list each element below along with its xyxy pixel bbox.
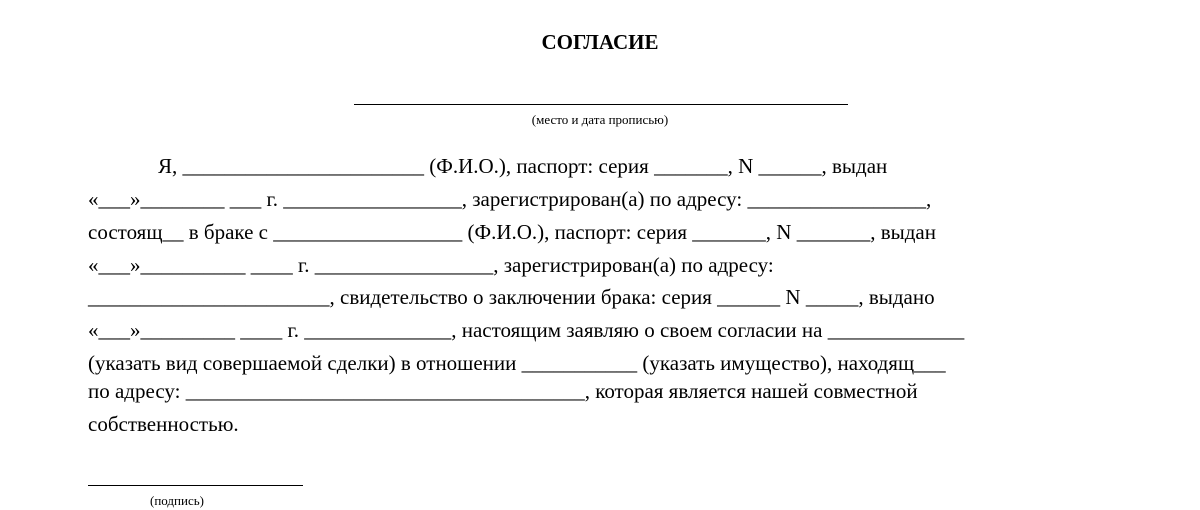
body-line-2: «___»________ ___ г. _________________, зарегистрирован(а) по адресу: _________________, bbox=[88, 187, 932, 211]
body-line-3: состоящ__ в браке с __________________ (Ф.И.О.), паспорт: серия _______, N _______, выдан bbox=[88, 220, 936, 244]
body-line-9: собственностью. bbox=[88, 412, 239, 436]
body-line-8: по адресу: ______________________________________, которая является нашей совместной bbox=[88, 379, 918, 403]
place-date-line bbox=[354, 104, 848, 105]
body-line-4: «___»__________ ____ г. _________________, зарегистрирован(а) по адресу: bbox=[88, 253, 774, 277]
place-date-caption: (место и дата прописью) bbox=[531, 112, 669, 127]
document-title: СОГЛАСИЕ bbox=[541, 30, 659, 54]
body-line-7: (указать вид совершаемой сделки) в отношении ___________ (указать имущество), находящ___ bbox=[88, 351, 946, 375]
body-line-5: _______________________, свидетельство о заключении брака: серия ______ N _____, выдано bbox=[88, 285, 935, 309]
body-line-1: Я, _______________________ (Ф.И.О.), паспорт: серия _______, N ______, выдан bbox=[158, 154, 888, 178]
signature-caption: (подпись) bbox=[150, 493, 204, 508]
body-line-6: «___»_________ ____ г. ______________, настоящим заявляю о своем согласии на _____________ bbox=[88, 318, 965, 342]
signature-line bbox=[88, 485, 303, 486]
